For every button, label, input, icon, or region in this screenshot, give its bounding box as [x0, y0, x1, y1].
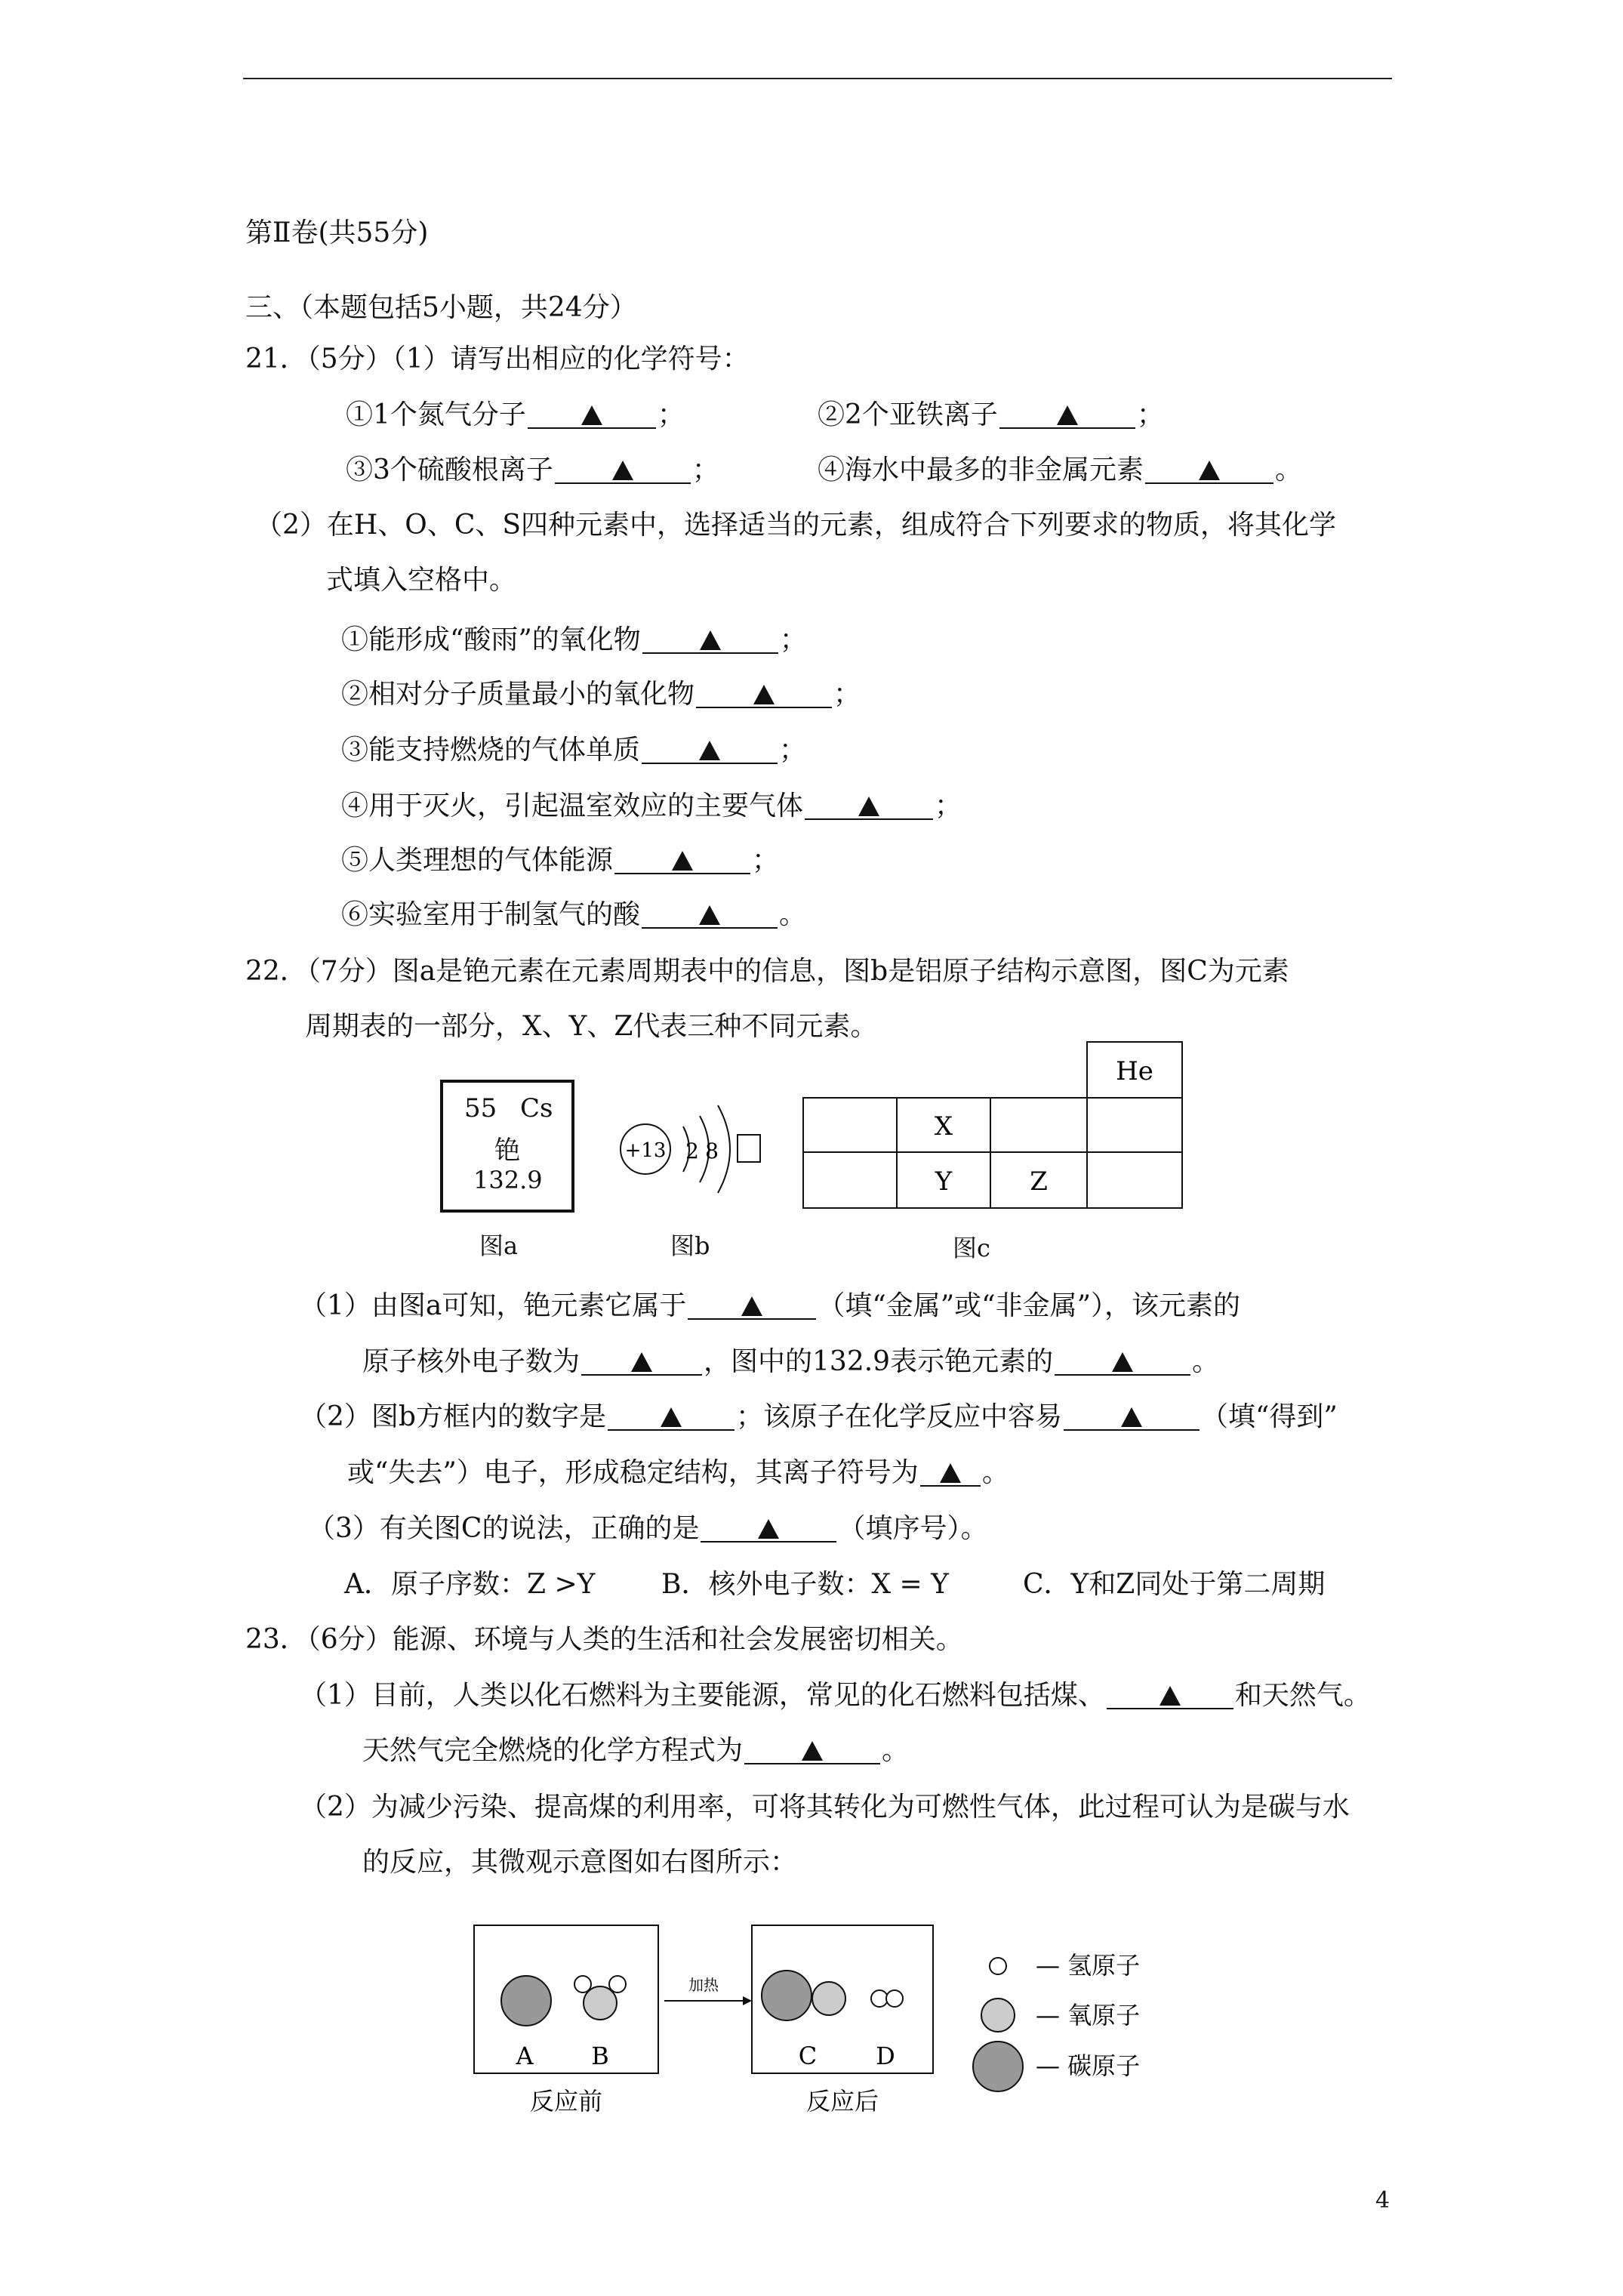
triangle-icon — [758, 1519, 779, 1539]
q23-text: （1）目前，人类以化石燃料为主要能源，常见的化石燃料包括煤、 — [300, 1680, 1105, 1711]
q21-item: ④用于灭火，引起温室效应的主要气体 ； — [341, 791, 962, 821]
q21-item: ②相对分子质量最小的氧化物 ； — [341, 679, 861, 710]
q22-text: （填“得到” — [1200, 1401, 1338, 1432]
q22-head-line1: 22．（7分）图a是铯元素在元素周期表中的信息，图b是铝原子结构示意图，图C为元素 — [245, 956, 1289, 987]
triangle-icon — [631, 1352, 652, 1372]
cell-z: Z — [1030, 1166, 1048, 1197]
q23-part2-line1: （2）为减少污染、提高煤的利用率，可将其转化为可燃性气体，此过程可认为是碳与水 — [300, 1792, 1350, 1823]
answer-blank[interactable] — [805, 790, 933, 820]
triangle-icon — [1199, 461, 1220, 480]
shell2-electrons: 8 — [705, 1139, 719, 1163]
page-number: 4 — [1375, 2187, 1390, 2214]
q22-text: 或“失去”）电子，形成稳定结构，其离子符号为 — [347, 1457, 919, 1488]
q22-text: ，图中的132.9表示铯元素的 — [704, 1346, 1054, 1377]
q22-text: （3）有关图C的说法，正确的是 — [308, 1513, 700, 1544]
q21-row2-b: ④海水中最多的非金属元素 。 — [818, 455, 1303, 485]
answer-blank[interactable] — [1055, 1345, 1190, 1376]
q22-text: （1）由图a可知，铯元素它属于 — [300, 1290, 687, 1321]
q21-item: ⑤人类理想的气体能源 ； — [341, 845, 780, 876]
triangle-icon — [1160, 1686, 1181, 1706]
q21-head: 21．（5分）（1）请写出相应的化学符号： — [245, 344, 750, 374]
triangle-icon — [1121, 1407, 1142, 1427]
q22-part2-line1 — [300, 1401, 1338, 1434]
figure-b-caption: 图b — [670, 1231, 710, 1260]
arrow-label: 加热 — [688, 1976, 719, 1994]
q21-row1-b: ②2个亚铁离子 ； — [818, 399, 1164, 430]
q22-head-line2: 周期表的一部分，X、Y、Z代表三种不同元素。 — [305, 1011, 878, 1042]
atomic-number: 55 — [464, 1093, 497, 1123]
cell-x: X — [934, 1111, 953, 1142]
shell-arc — [718, 1105, 730, 1193]
q21-item: ③能支持燃烧的气体单质 ； — [341, 735, 807, 766]
oxygen-atom — [812, 1982, 845, 2015]
answer-blank[interactable] — [696, 678, 832, 708]
triangle-icon — [753, 685, 775, 704]
label-a: A — [516, 2042, 534, 2070]
legend-carbon-icon — [973, 2042, 1023, 2091]
legend-oxygen: — 氧原子 — [1036, 2001, 1141, 2029]
q22-text: 原子核外电子数为 — [362, 1346, 581, 1377]
triangle-icon — [802, 1741, 823, 1761]
answer-blank[interactable] — [528, 399, 656, 429]
nucleus-charge: +13 — [624, 1139, 667, 1162]
carbon-atom — [762, 1971, 812, 2020]
item-label: ④用于灭火，引起温室效应的主要气体 — [341, 791, 804, 821]
q22-part1-line1 — [300, 1290, 1240, 1323]
triangle-icon — [1057, 405, 1078, 425]
element-name: 铯 — [494, 1136, 520, 1166]
hydrogen-atom — [871, 1990, 888, 2007]
q22-option-c[interactable]: C．Y和Z同处于第二周期 — [1023, 1569, 1326, 1600]
q23-head: 23．（6分）能源、环境与人类的生活和社会发展密切相关。 — [245, 1624, 963, 1655]
q21-label: ②2个亚铁离子 — [818, 399, 998, 430]
triangle-icon — [612, 461, 633, 480]
triangle-icon — [672, 851, 693, 871]
unknown-box — [738, 1135, 760, 1162]
q23-part1-line2: 天然气完全燃烧的化学方程式为 。 — [362, 1735, 910, 1766]
q23-part1-line1 — [300, 1679, 1371, 1712]
q21-label: ①1个氮气分子 — [346, 399, 526, 430]
hydrogen-atom — [574, 1976, 591, 1992]
answer-blank[interactable] — [1107, 1679, 1233, 1709]
cell-he: He — [1116, 1056, 1153, 1086]
figure-c-caption: 图c — [953, 1234, 990, 1262]
item-label: ⑤人类理想的气体能源 — [341, 845, 614, 876]
after-caption: 反应后 — [805, 2087, 879, 2116]
q21-part2-line1: （2）在H、O、C、S四种元素中，选择适当的元素，组成符合下列要求的物质，将其化学 — [255, 510, 1337, 541]
oxygen-atom — [584, 1986, 617, 2020]
label-b: B — [591, 2042, 609, 2070]
q21-item: ①能形成“酸雨”的氧化物 ； — [341, 624, 807, 655]
reaction-diagram — [470, 1921, 1247, 2117]
triangle-icon — [699, 741, 720, 760]
q21-item: ⑥实验室用于制氢气的酸 。 — [341, 899, 807, 930]
answer-blank[interactable] — [614, 844, 750, 874]
hydrogen-atom — [609, 1976, 626, 1992]
q21-label: ④海水中最多的非金属元素 — [818, 455, 1144, 485]
triangle-icon — [661, 1407, 682, 1427]
carbon-atom — [501, 1976, 551, 2026]
q22-text: ；该原子在化学反应中容易 — [735, 1401, 1062, 1432]
q22-part3 — [308, 1512, 987, 1546]
answer-blank[interactable] — [920, 1456, 981, 1487]
answer-blank[interactable] — [642, 624, 778, 654]
header-rule — [243, 78, 1392, 79]
legend-oxygen-icon — [981, 1999, 1015, 2032]
triangle-icon — [940, 1463, 961, 1483]
shell1-electrons: 2 — [685, 1139, 699, 1163]
figure-c-periodic-table — [800, 1040, 1185, 1214]
answer-blank[interactable] — [608, 1401, 735, 1431]
q21-row1-a: ①1个氮气分子 ； — [346, 399, 685, 430]
item-label: ⑥实验室用于制氢气的酸 — [341, 899, 641, 930]
part-title: 第Ⅱ卷(共55分) — [245, 217, 429, 248]
label-d: D — [876, 2042, 895, 2070]
triangle-icon — [700, 630, 721, 650]
item-label: ②相对分子质量最小的氧化物 — [341, 679, 695, 710]
figure-b-atom-diagram — [608, 1087, 774, 1216]
cell-y: Y — [935, 1166, 953, 1197]
q23-part2-line2: 的反应，其微观示意图如右图所示： — [362, 1847, 798, 1878]
triangle-icon — [699, 905, 720, 925]
label-c: C — [798, 2042, 818, 2070]
q22-text: （2）图b方框内的数字是 — [300, 1401, 606, 1432]
q22-text: （填序号）。 — [838, 1513, 988, 1544]
answer-blank[interactable] — [701, 1512, 836, 1542]
arrow-head-icon — [743, 1996, 752, 2005]
q22-part1-line2: 原子核外电子数为 ，图中的132.9表示铯元素的 。 — [362, 1346, 1220, 1377]
q21-label: ③3个硫酸根离子 — [346, 455, 553, 485]
hydrogen-atom — [886, 1990, 903, 2007]
item-label: ③能支持燃烧的气体单质 — [341, 735, 641, 766]
legend-hydrogen: — 氢原子 — [1036, 1951, 1141, 1980]
figure-a-element-card — [440, 1080, 574, 1213]
triangle-icon — [581, 405, 602, 425]
answer-blank[interactable] — [555, 454, 691, 484]
triangle-icon — [1112, 1352, 1133, 1372]
q21-row2-a: ③3个硫酸根离子 ； — [346, 455, 719, 485]
q22-part2-line2: 或“失去”）电子，形成稳定结构，其离子符号为 。 — [347, 1457, 1009, 1488]
q22-text: （填“金属”或“非金属”），该元素的 — [818, 1290, 1240, 1321]
legend-carbon: — 碳原子 — [1036, 2051, 1141, 2080]
answer-blank[interactable] — [999, 399, 1135, 429]
q22-option-a[interactable]: A．原子序数：Z >Y — [344, 1569, 596, 1600]
element-symbol: Cs — [520, 1093, 553, 1123]
answer-blank[interactable] — [744, 1734, 880, 1764]
q23-text: 天然气完全燃烧的化学方程式为 — [362, 1735, 744, 1766]
answer-blank[interactable] — [688, 1290, 816, 1320]
triangle-icon — [741, 1296, 762, 1316]
triangle-icon — [858, 797, 879, 816]
answer-blank[interactable] — [581, 1345, 702, 1376]
before-caption: 反应前 — [529, 2087, 603, 2116]
section-title: 三、（本题包括5小题，共24分） — [245, 292, 637, 323]
legend-hydrogen-icon — [990, 1958, 1006, 1974]
figure-a-caption: 图a — [479, 1231, 519, 1260]
answer-blank[interactable] — [642, 898, 778, 929]
answer-blank[interactable] — [1064, 1401, 1200, 1431]
item-label: ①能形成“酸雨”的氧化物 — [341, 624, 641, 655]
answer-blank[interactable] — [1145, 454, 1273, 484]
q22-option-b[interactable]: B．核外电子数：X = Y — [661, 1569, 949, 1600]
q21-part2-line2: 式填入空格中。 — [326, 565, 517, 596]
q23-text: 和天然气。 — [1234, 1680, 1371, 1711]
atomic-mass: 132.9 — [473, 1166, 543, 1194]
answer-blank[interactable] — [642, 734, 778, 764]
